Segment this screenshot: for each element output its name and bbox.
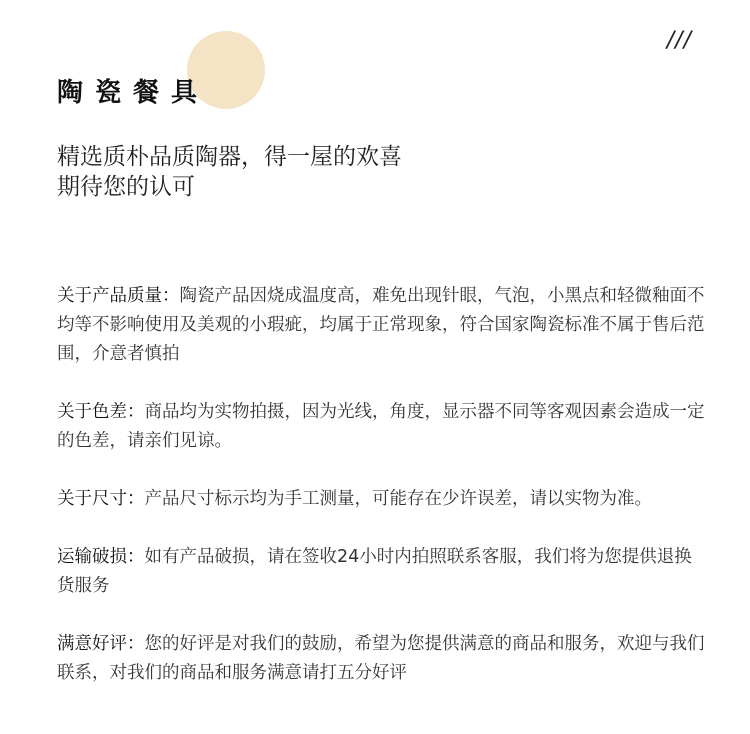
- decorative-slashes: ///: [666, 28, 692, 53]
- section-text: 产品尺寸标示均为手工测量，可能存在少许误差，请以实物为准。: [144, 489, 652, 509]
- section-text: 商品均为实物拍摄，因为光线，角度，显示器不同等客观因素会造成一定的色差，请亲们见谅。: [57, 402, 705, 451]
- section-text: 您的好评是对我们的鼓励，希望为您提供满意的商品和服务，欢迎与我们联系，对我们的商品和服务满意请打五分好评: [57, 634, 705, 683]
- section-positive-review: [57, 630, 707, 688]
- section-size: [57, 485, 707, 514]
- section-shipping-damage: [57, 543, 707, 601]
- section-product-quality: [57, 282, 707, 369]
- page-title: 陶瓷餐具: [57, 78, 210, 108]
- section-color-difference: [57, 398, 707, 456]
- section-label: 关于尺寸：: [57, 489, 145, 509]
- tagline: [57, 142, 402, 202]
- section-label: 满意好评：: [57, 634, 145, 654]
- section-label: 关于色差：: [57, 402, 145, 422]
- section-label: 运输破损：: [57, 547, 145, 567]
- section-text: 陶瓷产品因烧成温度高，难免出现针眼，气泡，小黑点和轻微釉面不均等不影响使用及美观的小瑕疵，均属于正常现象，符合国家陶瓷标准不属于售后范围，介意者慎拍: [57, 286, 705, 364]
- section-text: 如有产品破损，请在签收24小时内拍照联系客服，我们将为您提供退换货服务: [57, 547, 692, 596]
- tagline-line-2: 期待您的认可: [57, 174, 195, 200]
- tagline-line-1: 精选质朴品质陶器，得一屋的欢喜: [57, 144, 402, 170]
- notice-sections: [57, 282, 707, 717]
- section-label: 关于产品质量：: [57, 286, 180, 306]
